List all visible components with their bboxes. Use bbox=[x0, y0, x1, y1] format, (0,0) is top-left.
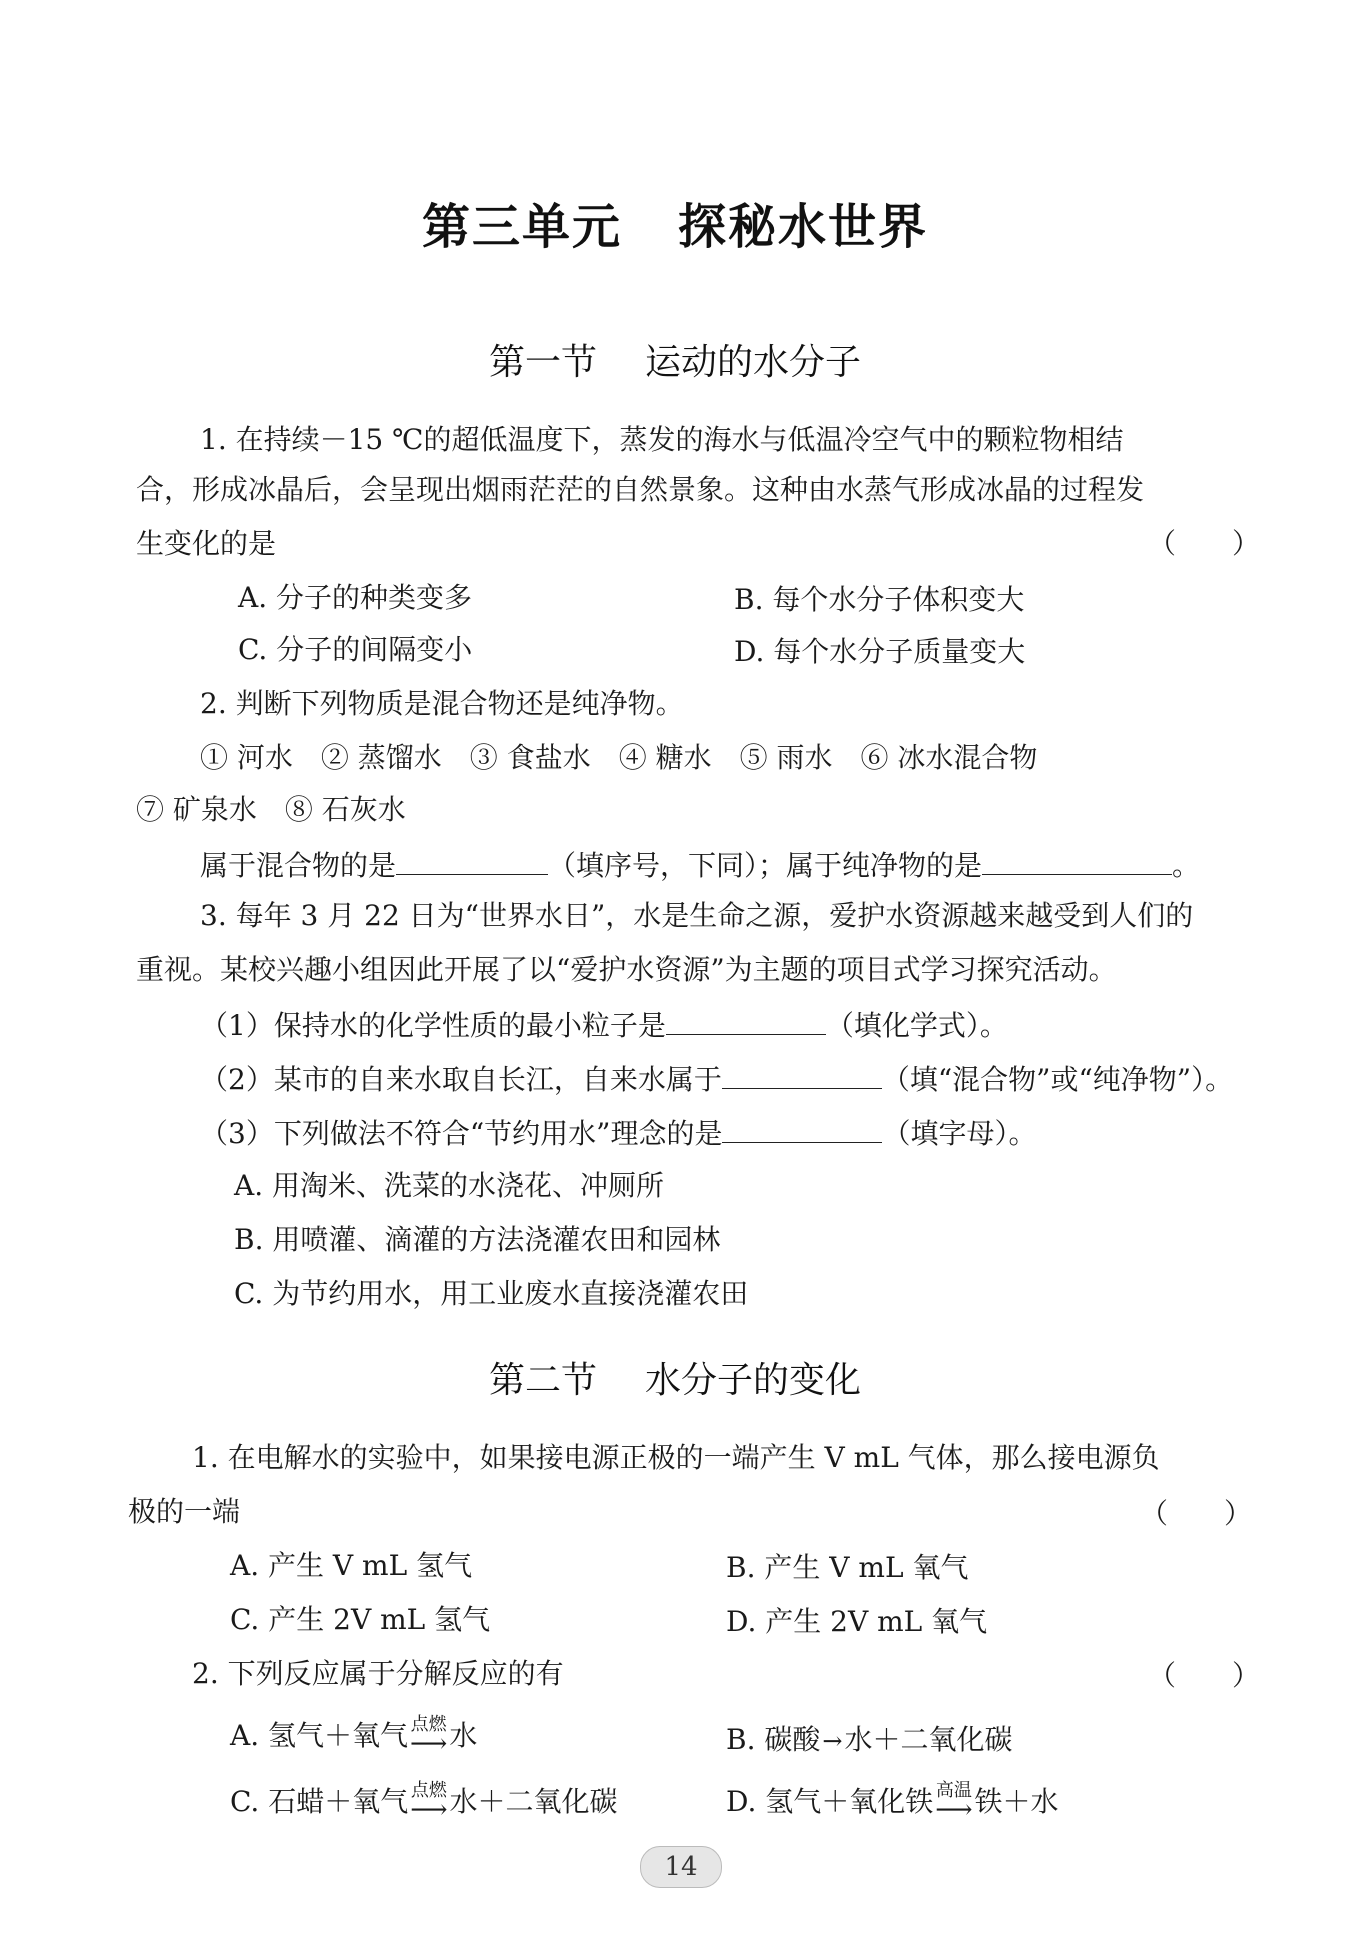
s1-q1-answer-bracket: （ ） bbox=[1148, 527, 1261, 560]
s1-q3-sub1 bbox=[200, 1006, 1008, 1044]
s1-q3-sub1-text: （1）保持水的化学性质的最小粒子是 bbox=[200, 1009, 666, 1042]
s2-q2-option-b-products: 水＋二氧化碳 bbox=[844, 1723, 1013, 1756]
unit-title-name: 探秘水世界 bbox=[678, 199, 929, 255]
s1-q2-items-line2: ⑦ 矿泉水 ⑧ 石灰水 bbox=[136, 793, 406, 826]
s2-q1-option-a: A. 产生 V mL 氢气 bbox=[230, 1549, 473, 1582]
reaction-arrow-icon: 高温 ⟶ bbox=[935, 1780, 973, 1825]
s1-q3-sub3-end: （填字母）。 bbox=[882, 1117, 1037, 1150]
s1-q3-option-a: A. 用淘米、洗菜的水浇花、冲厕所 bbox=[234, 1169, 665, 1202]
s1-q1-option-c: C. 分子的间隔变小 bbox=[238, 633, 473, 666]
s1-q2-fill-prefix: 属于混合物的是 bbox=[200, 849, 397, 882]
section-1-number: 第一节 bbox=[488, 342, 597, 383]
reaction-arrow-icon: 点燃 ⟶ bbox=[410, 1780, 448, 1825]
s1-q2-items-line1: ① 河水 ② 蒸馏水 ③ 食盐水 ④ 糖水 ⑤ 雨水 ⑥ 冰水混合物 bbox=[200, 741, 1038, 774]
s2-q1-option-c: C. 产生 2V mL 氢气 bbox=[230, 1603, 491, 1636]
section-2-title bbox=[0, 1352, 1350, 1403]
s2-q2-option-c bbox=[230, 1780, 618, 1825]
s1-q3-sub1-end: （填化学式）。 bbox=[825, 1009, 1008, 1042]
s1-q1-option-a: A. 分子的种类变多 bbox=[238, 581, 473, 614]
s1-q1-line2: 合，形成冰晶后，会呈现出烟雨茫茫的自然景象。这种由水蒸气形成冰晶的过程发 bbox=[136, 473, 1145, 506]
s2-q2-option-d-products: 铁＋水 bbox=[974, 1785, 1059, 1818]
s1-q3-option-c: C. 为节约用水，用工业废水直接浇灌农田 bbox=[234, 1277, 749, 1310]
unit-title-number: 第三单元 bbox=[421, 199, 622, 255]
s2-q2-option-d-reactants: D. 氢气＋氧化铁 bbox=[726, 1785, 934, 1818]
s2-q2-option-b-reactants: B. 碳酸 bbox=[726, 1723, 821, 1756]
section-2-name: 水分子的变化 bbox=[645, 1360, 862, 1401]
s2-q2-option-a-reactants: A. 氢气＋氧气 bbox=[230, 1719, 409, 1752]
s1-q1-option-b: B. 每个水分子体积变大 bbox=[734, 583, 1025, 616]
s2-q2-option-c-reactants: C. 石蜡＋氧气 bbox=[230, 1785, 409, 1818]
s1-q1-option-d: D. 每个水分子质量变大 bbox=[734, 635, 1026, 668]
s2-q1-line2: 极的一端 bbox=[128, 1495, 241, 1528]
s2-q1-option-b: B. 产生 V mL 氧气 bbox=[726, 1551, 969, 1584]
s1-q3-sub2-end: （填“混合物”或“纯净物”）。 bbox=[881, 1063, 1234, 1096]
arrow-icon: → bbox=[822, 1727, 843, 1755]
section-1-title bbox=[0, 334, 1350, 385]
s2-q2-line1: 2. 下列反应属于分解反应的有 bbox=[192, 1657, 564, 1690]
s1-q2-fill-middle: （填序号，下同）；属于纯净物的是 bbox=[548, 849, 983, 882]
page-number: 14 bbox=[640, 1846, 722, 1888]
s2-q1-option-d: D. 产生 2V mL 氧气 bbox=[726, 1605, 988, 1638]
s2-q2-option-c-condition: 点燃 bbox=[410, 1780, 447, 1801]
section-1-name: 运动的水分子 bbox=[645, 342, 862, 383]
reaction-arrow-icon: 点燃 ⟶ bbox=[410, 1714, 448, 1759]
s2-q2-option-a-condition: 点燃 bbox=[410, 1714, 447, 1735]
s2-q1-line1: 1. 在电解水的实验中，如果接电源正极的一端产生 V mL 气体，那么接电源负 bbox=[192, 1441, 1160, 1474]
s2-q2-option-d-condition: 高温 bbox=[935, 1780, 972, 1801]
s1-q3-line1: 3. 每年 3 月 22 日为“世界水日”，水是生命之源，爱护水资源越来越受到人们的 bbox=[200, 899, 1194, 932]
s2-q2-option-a bbox=[230, 1714, 478, 1759]
s1-q2-mixture-blank[interactable] bbox=[396, 846, 548, 875]
section-2-number: 第二节 bbox=[488, 1360, 597, 1401]
s1-q1-line1: 1. 在持续－15 ℃的超低温度下，蒸发的海水与低温冷空气中的颗粒物相结 bbox=[200, 423, 1124, 456]
s2-q2-option-b bbox=[726, 1722, 1013, 1759]
s1-q3-sub3-blank[interactable] bbox=[722, 1114, 882, 1143]
s1-q2-fill-end: 。 bbox=[1172, 849, 1201, 882]
s1-q3-sub2-blank[interactable] bbox=[722, 1060, 882, 1089]
s1-q2-pure-blank[interactable] bbox=[982, 846, 1172, 875]
s1-q3-option-b: B. 用喷灌、滴灌的方法浇灌农田和园林 bbox=[234, 1223, 721, 1256]
s1-q3-sub3-text: （3）下列做法不符合“节约用水”理念的是 bbox=[200, 1117, 723, 1150]
s2-q2-option-d bbox=[726, 1780, 1059, 1825]
s2-q2-option-a-products: 水 bbox=[449, 1719, 478, 1752]
unit-title bbox=[0, 188, 1350, 257]
s1-q1-line3: 生变化的是 bbox=[136, 527, 277, 560]
s1-q3-sub2-text: （2）某市的自来水取自长江，自来水属于 bbox=[200, 1063, 722, 1096]
s1-q2-fill-line bbox=[200, 846, 1200, 884]
s2-q2-answer-bracket: （ ） bbox=[1148, 1659, 1261, 1692]
s1-q3-sub2 bbox=[200, 1060, 1233, 1098]
s2-q1-answer-bracket: （ ） bbox=[1140, 1497, 1253, 1530]
s1-q2-line1: 2. 判断下列物质是混合物还是纯净物。 bbox=[200, 687, 684, 720]
s1-q3-line2: 重视。某校兴趣小组因此开展了以“爱护水资源”为主题的项目式学习探究活动。 bbox=[136, 953, 1117, 986]
s2-q2-option-c-products: 水＋二氧化碳 bbox=[449, 1785, 618, 1818]
s1-q3-sub1-blank[interactable] bbox=[666, 1006, 826, 1035]
s1-q3-sub3 bbox=[200, 1114, 1036, 1152]
